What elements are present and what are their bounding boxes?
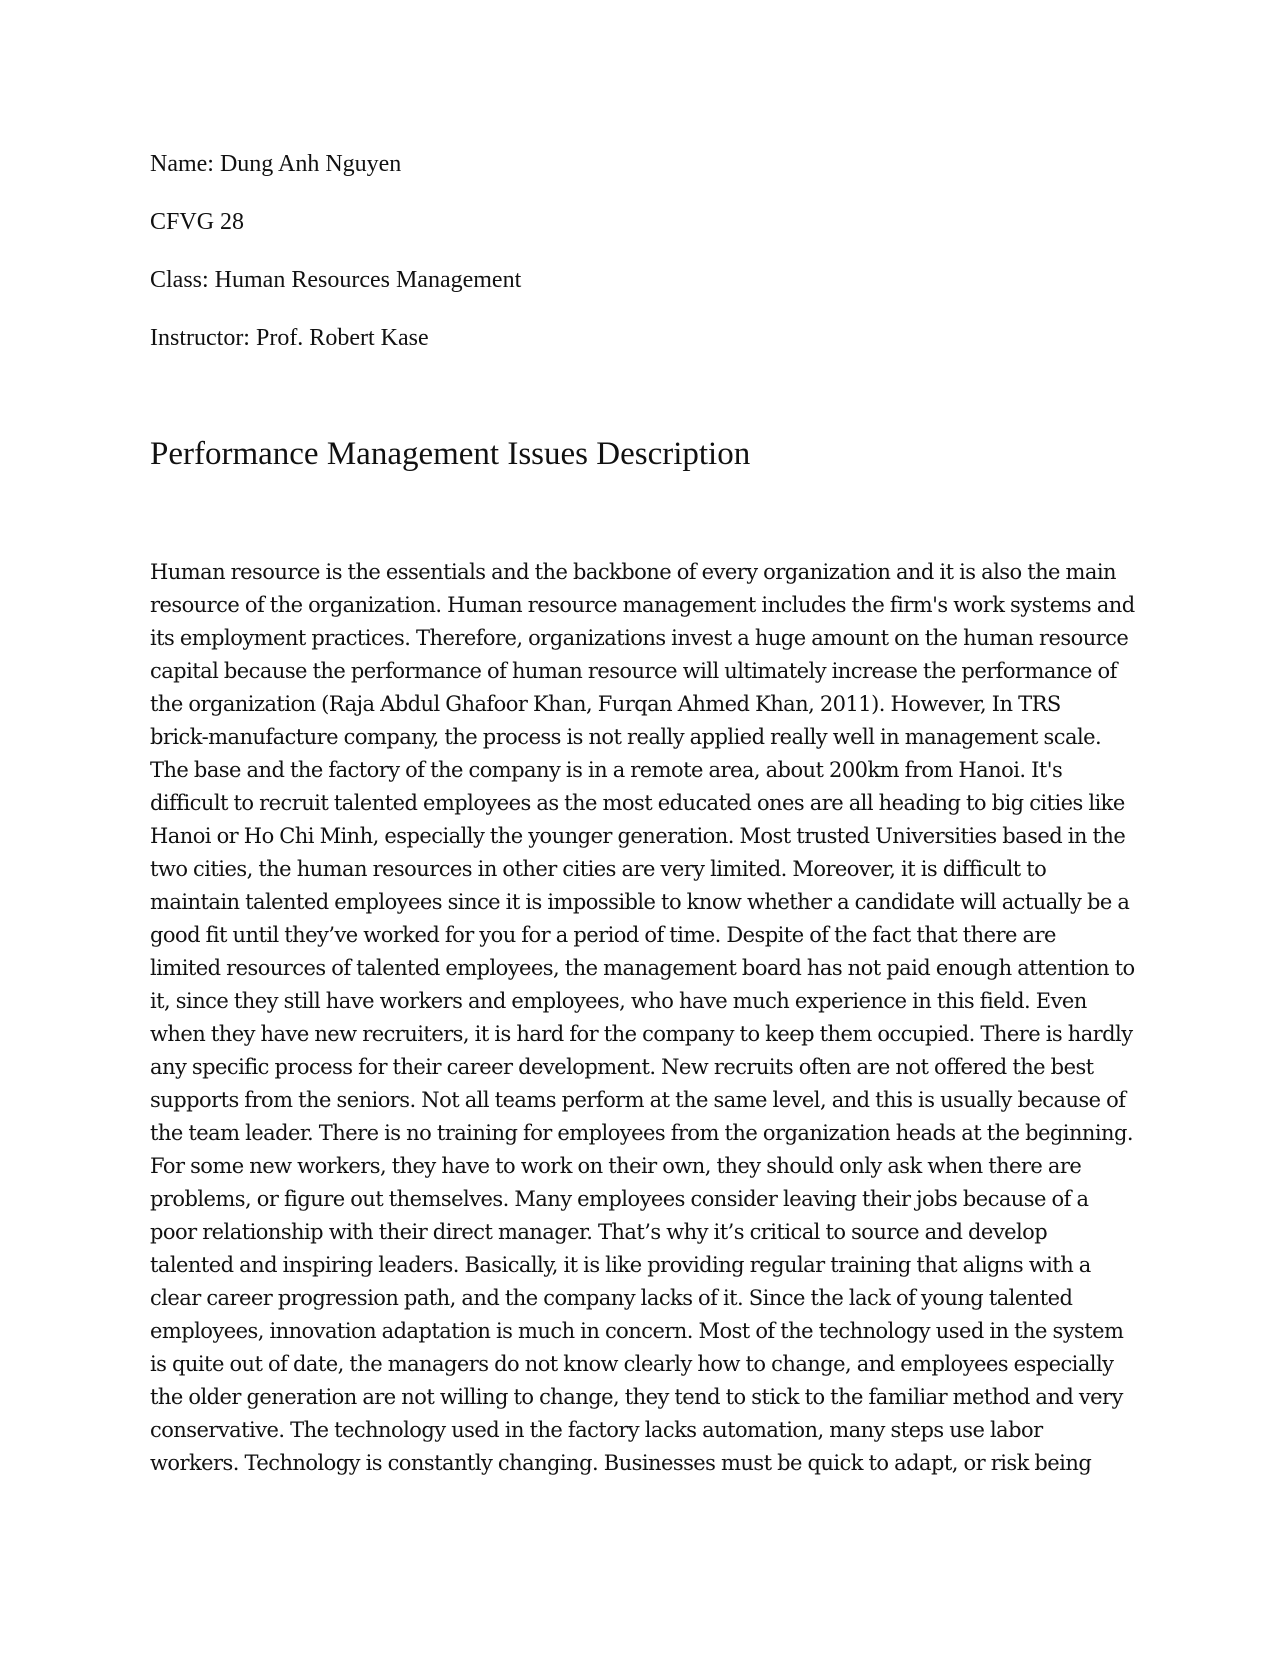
body-line: For some new workers, they have to work on their own, they should only ask when there are: [150, 1154, 1082, 1178]
body-line: limited resources of talented employees, the management board has not paid enough attention to: [150, 956, 1135, 980]
body-line: conservative. The technology used in the factory lacks automation, many steps use labor: [150, 1418, 1043, 1442]
body-line: the older generation are not willing to change, they tend to stick to the familiar method and very: [150, 1385, 1123, 1409]
body-line: talented and inspiring leaders. Basically, it is like providing regular training that aligns with a: [150, 1253, 1091, 1277]
body-line: it, since they still have workers and employees, who have much experience in this field. Even: [150, 989, 1087, 1013]
body-line: capital because the performance of human resource will ultimately increase the performance of: [150, 659, 1117, 683]
body-line: its employment practices. Therefore, organizations invest a huge amount on the human resource: [150, 626, 1129, 650]
body-paragraph: [150, 556, 1150, 1480]
document-title: Performance Management Issues Description: [150, 436, 751, 472]
body-line: workers. Technology is constantly changing. Businesses must be quick to adapt, or risk being: [150, 1451, 1092, 1475]
body-line: poor relationship with their direct manager. That’s why it’s critical to source and develop: [150, 1220, 1048, 1244]
body-line: is quite out of date, the managers do not know clearly how to change, and employees especially: [150, 1352, 1114, 1376]
body-line: difficult to recruit talented employees as the most educated ones are all heading to big cities like: [150, 791, 1125, 815]
body-line: problems, or figure out themselves. Many employees consider leaving their jobs because of a: [150, 1187, 1089, 1211]
body-line: employees, innovation adaptation is much in concern. Most of the technology used in the system: [150, 1319, 1124, 1343]
class-label: Class: Human Resources Management: [150, 267, 522, 293]
body-line: good fit until they’ve worked for you for a period of time. Despite of the fact that there are: [150, 923, 1056, 947]
cohort-label: CFVG 28: [150, 209, 245, 235]
body-line: the team leader. There is no training for employees from the organization heads at the beginning.: [150, 1121, 1134, 1145]
body-line: brick-manufacture company, the process is not really applied really well in management scale.: [150, 725, 1102, 749]
body-line: when they have new recruiters, it is hard for the company to keep them occupied. There is hardly: [150, 1022, 1133, 1046]
instructor-label: Instructor: Prof. Robert Kase: [150, 325, 429, 351]
body-line: Hanoi or Ho Chi Minh, especially the younger generation. Most trusted Universities based in the: [150, 824, 1126, 848]
body-line: clear career progression path, and the company lacks of it. Since the lack of young talented: [150, 1286, 1073, 1310]
body-line: supports from the seniors. Not all teams perform at the same level, and this is usually because of: [150, 1088, 1126, 1112]
body-line: The base and the factory of the company is in a remote area, about 200km from Hanoi. It's: [150, 758, 1063, 782]
body-line: the organization (Raja Abdul Ghafoor Khan, Furqan Ahmed Khan, 2011). However, In TRS: [150, 692, 1061, 716]
body-line: resource of the organization. Human resource management includes the firm's work systems and: [150, 593, 1135, 617]
student-name: Name: Dung Anh Nguyen: [150, 151, 402, 177]
body-line: any specific process for their career development. New recruits often are not offered the best: [150, 1055, 1094, 1079]
body-line: maintain talented employees since it is impossible to know whether a candidate will actually be a: [150, 890, 1130, 914]
body-line: Human resource is the essentials and the backbone of every organization and it is also the main: [150, 560, 1117, 584]
body-line: two cities, the human resources in other cities are very limited. Moreover, it is difficult to: [150, 857, 1047, 881]
